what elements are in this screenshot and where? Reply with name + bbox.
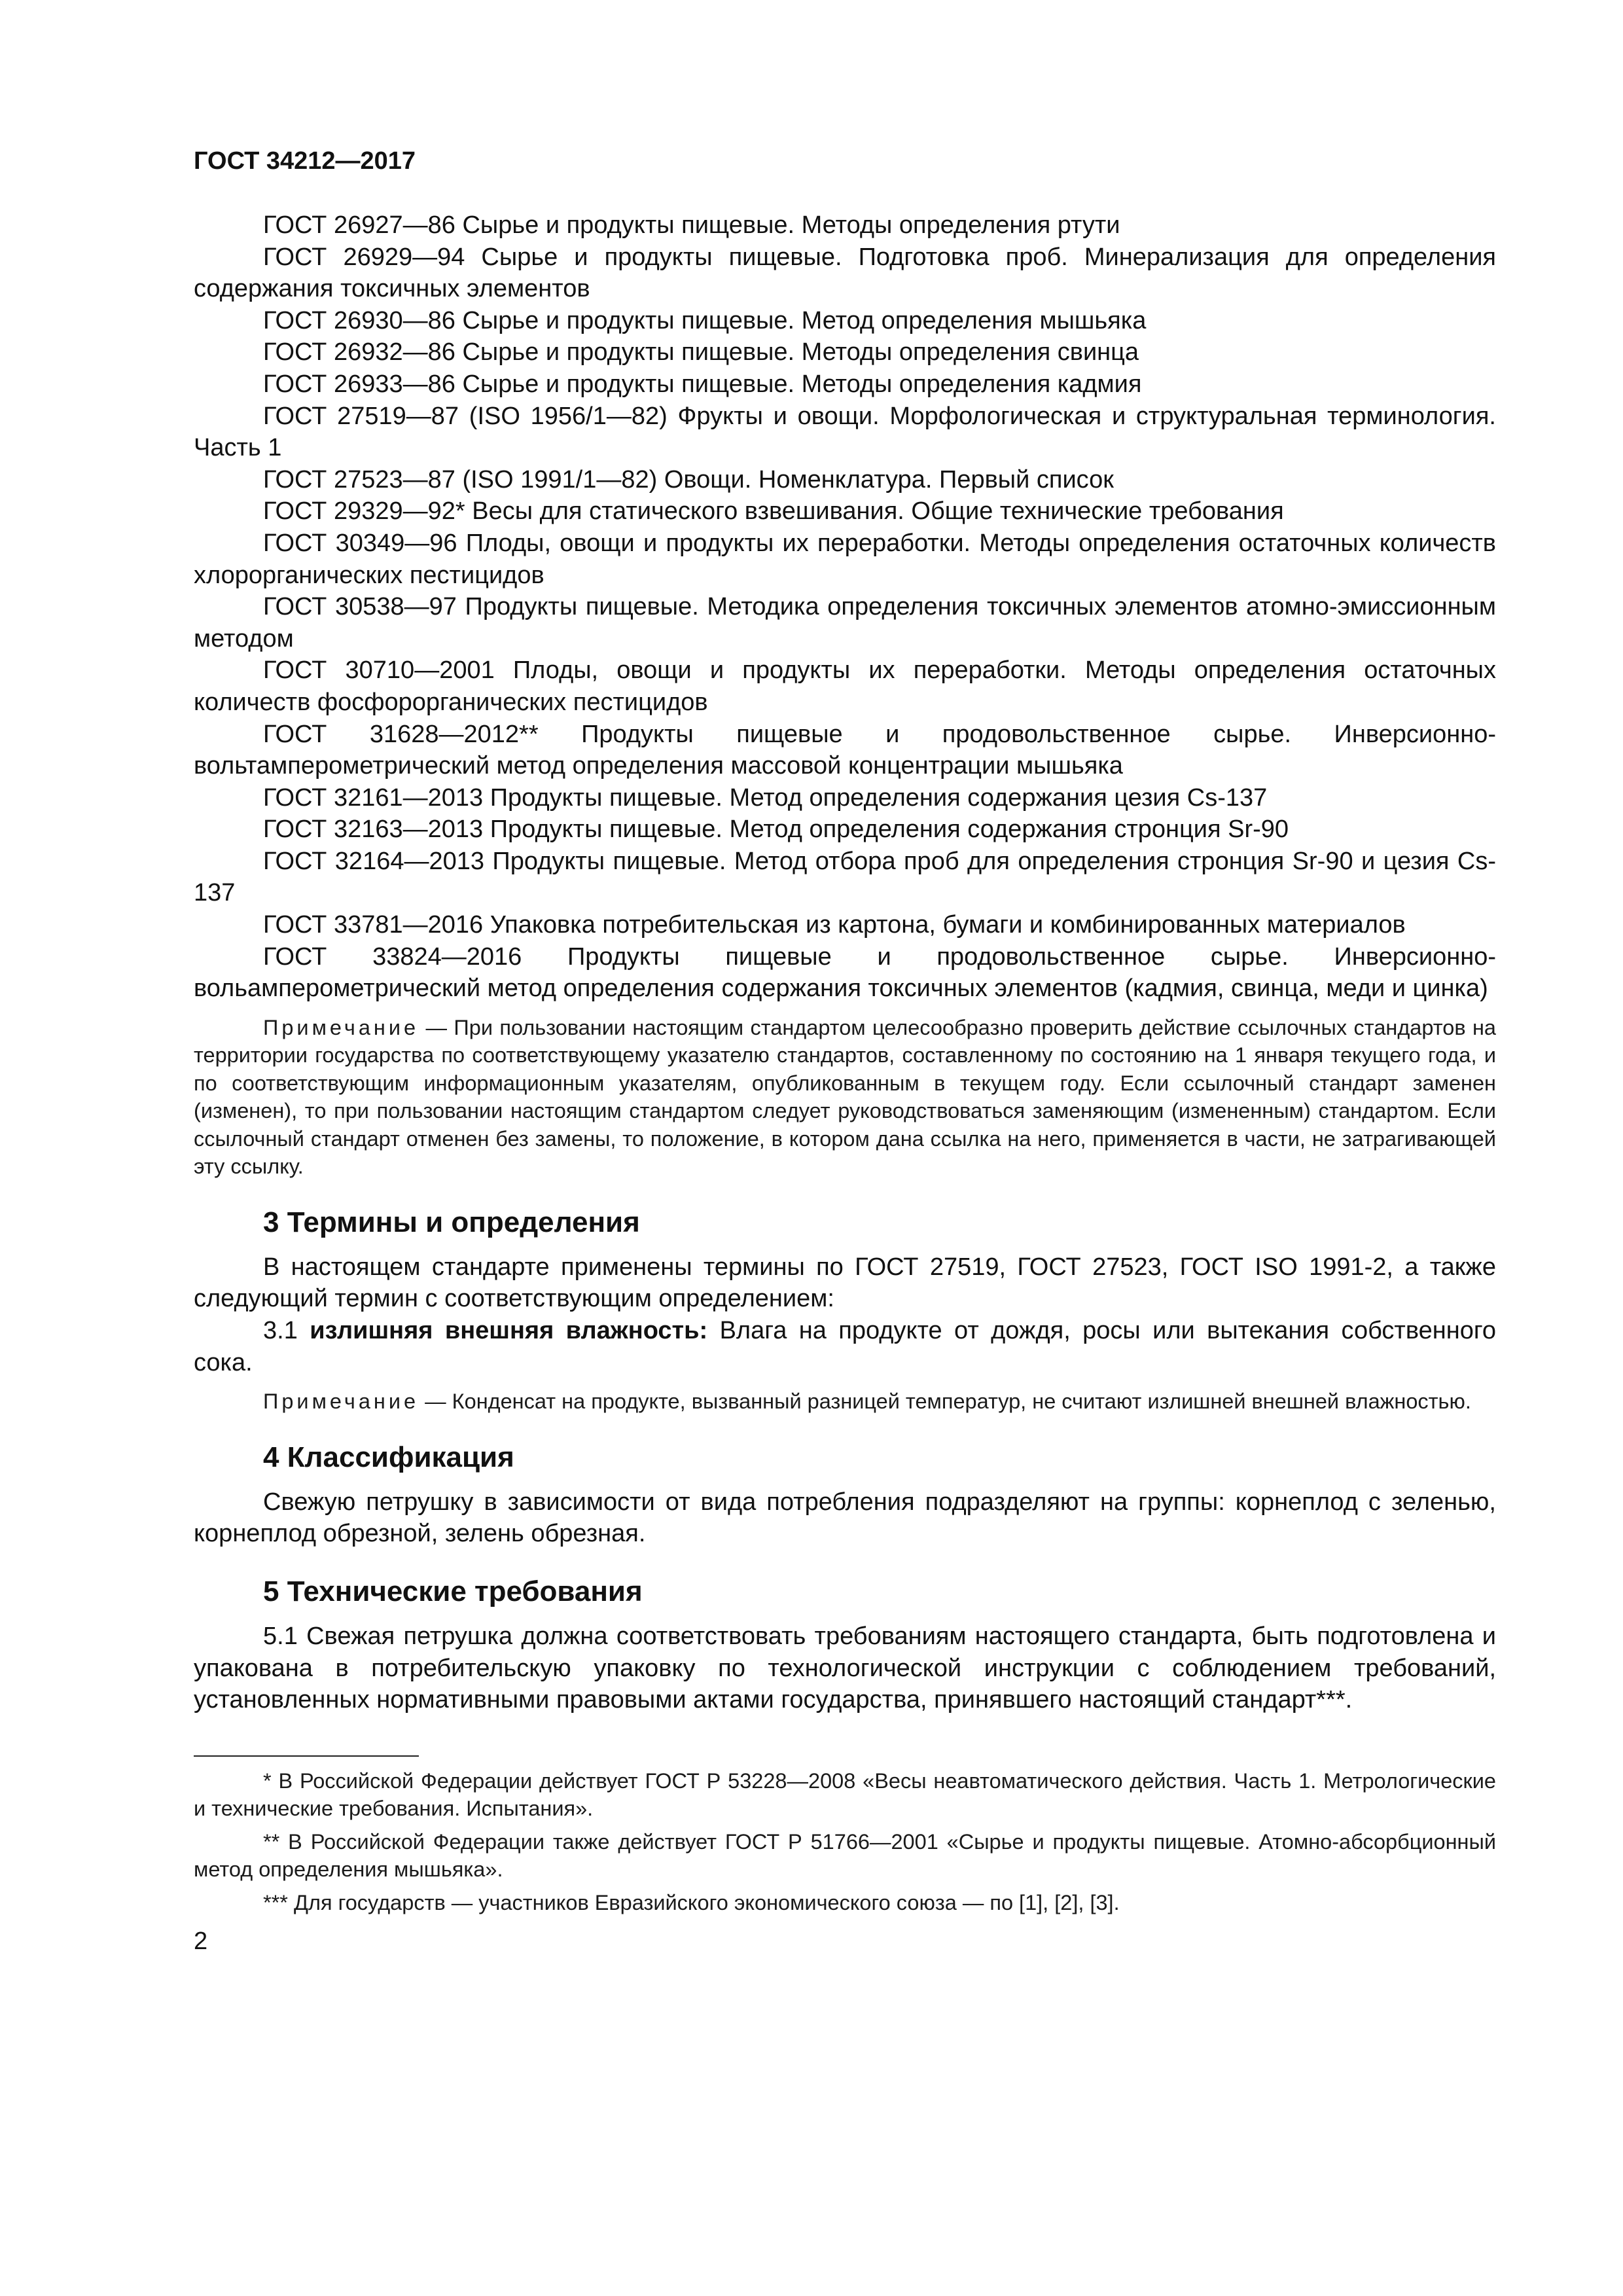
section-4-text: Свежую петрушку в зависимости от вида потребления подразделяют на группы: корнеплод с зеленью, корнеплод обрезной, зелень обрезная. — [194, 1488, 1496, 1548]
footnote: ** В Российской Федерации также действует ГОСТ Р 51766—2001 «Сырье и продукты пищевые. Атомно-абсорбционный метод определения мышьяка». — [194, 1829, 1496, 1882]
reference-item: ГОСТ 26929—94 Сырье и продукты пищевые. Подготовка проб. Минерализация для определения содержания токсичных элементов — [194, 243, 1496, 303]
note-text: — При пользовании настоящим стандартом целесообразно проверить действие ссылочных стандартов на территории государства по соответствующему указателю стандартов, составленному по состоянию на 1 января текущего года, и по соответствующим информационным указателям, опубликованным в текущем году. Если ссылочный стандарт заменен (изменен), то при пользовании настоящим стандартом следует руководствоваться заменяющим (измененным) стандартом. Если ссылочный стандарт отменен без замены, то положение, в котором дана ссылка на него, применяется в части, не затрагивающей эту ссылку. — [194, 1015, 1496, 1179]
reference-item: ГОСТ 32164—2013 Продукты пищевые. Метод отбора проб для определения стронция Sr-90 и цезия Cs-137 — [194, 847, 1496, 907]
section-4-heading: 4 Классификация — [263, 1441, 514, 1473]
term-number: 3.1 — [263, 1317, 310, 1345]
note-label: Примечание — [263, 1390, 419, 1414]
footnote-divider — [194, 1755, 419, 1757]
reference-item: ГОСТ 26927—86 Сырье и продукты пищевые. Методы определения ртути — [263, 211, 1120, 239]
reference-item: ГОСТ 29329—92* Весы для статического взвешивания. Общие технические требования — [263, 497, 1284, 526]
reference-item: ГОСТ 31628—2012** Продукты пищевые и продовольственное сырье. Инверсионно-вольтамперометрический метод определения массовой концентрации мышьяка — [194, 720, 1496, 780]
reference-item: ГОСТ 30538—97 Продукты пищевые. Методика определения токсичных элементов атомно-эмиссионным методом — [194, 593, 1496, 653]
term-name: излишняя внешняя влажность: — [310, 1317, 708, 1345]
section-3-body — [194, 1251, 1496, 1378]
reference-item: ГОСТ 32161—2013 Продукты пищевые. Метод определения содержания цезия Cs-137 — [263, 783, 1268, 812]
reference-item: ГОСТ 32163—2013 Продукты пищевые. Метод определения содержания стронция Sr-90 — [263, 816, 1289, 844]
section-5-body — [194, 1621, 1496, 1716]
reference-item: ГОСТ 30710—2001 Плоды, овощи и продукты их переработки. Методы определения остаточных количеств фосфорорганических пестицидов — [194, 656, 1496, 716]
reference-item: ГОСТ 26933—86 Сырье и продукты пищевые. Методы определения кадмия — [263, 370, 1142, 398]
reference-item: ГОСТ 30349—96 Плоды, овощи и продукты их переработки. Методы определения остаточных количеств хлорорганических пестицидов — [194, 529, 1496, 589]
footnote: * В Российской Федерации действует ГОСТ Р 53228—2008 «Весы неавтоматического действия. Часть 1. Метрологические и технические требования. Испытания». — [194, 1768, 1496, 1821]
reference-item: ГОСТ 27519—87 (ISO 1956/1—82) Фрукты и овощи. Морфологическая и структуральная терминология. Часть 1 — [194, 402, 1496, 462]
term-definition — [194, 1315, 1496, 1378]
note-text: — Конденсат на продукте, вызванный разницей температур, не считают излишней внешней влажностью. — [419, 1390, 1471, 1414]
reference-item: ГОСТ 33824—2016 Продукты пищевые и продовольственное сырье. Инверсионно-вольамперометрический метод определения содержания токсичных элементов (кадмия, свинца, меди и цинка) — [194, 942, 1496, 1003]
footnote: *** Для государств — участников Евразийского экономического союза — по [1], [2], [3]. — [263, 1890, 1120, 1914]
reference-item: ГОСТ 27523—87 (ISO 1991/1—82) Овощи. Номенклатура. Первый список — [263, 465, 1114, 493]
term-note — [194, 1388, 1496, 1416]
normative-references-list — [194, 209, 1496, 1005]
section-4-body — [194, 1486, 1496, 1550]
section-5-text: 5.1 Свежая петрушка должна соответствовать требованиям настоящего стандарта, быть подготовлена и упакована в потребительскую упаковку по технологической инструкции с соблюдением требований, установленных нормативными правовыми актами государства, принявшего настоящий стандарт***. — [194, 1622, 1496, 1714]
document-code: ГОСТ 34212—2017 — [194, 147, 416, 175]
page-number: 2 — [194, 1928, 208, 1956]
section-5-heading: 5 Технические требования — [263, 1575, 643, 1607]
reference-item: ГОСТ 26930—86 Сырье и продукты пищевые. Метод определения мышьяка — [263, 306, 1147, 334]
note-label: Примечание — [263, 1015, 419, 1039]
section-3-heading: 3 Термины и определения — [263, 1206, 640, 1238]
reference-item: ГОСТ 33781—2016 Упаковка потребительская из картона, бумаги и комбинированных материалов — [263, 911, 1406, 939]
term-text: Влага на продукте от дождя, росы или вытекания собственного сока. — [194, 1317, 1496, 1376]
references-note — [194, 1014, 1496, 1181]
section-3-intro: В настоящем стандарте применены термины по ГОСТ 27519, ГОСТ 27523, ГОСТ ISO 1991-2, а также следующий термин с соответствующим определением: — [194, 1253, 1496, 1313]
reference-item: ГОСТ 26932—86 Сырье и продукты пищевые. Методы определения свинца — [263, 338, 1139, 367]
page-content — [194, 145, 1496, 1957]
